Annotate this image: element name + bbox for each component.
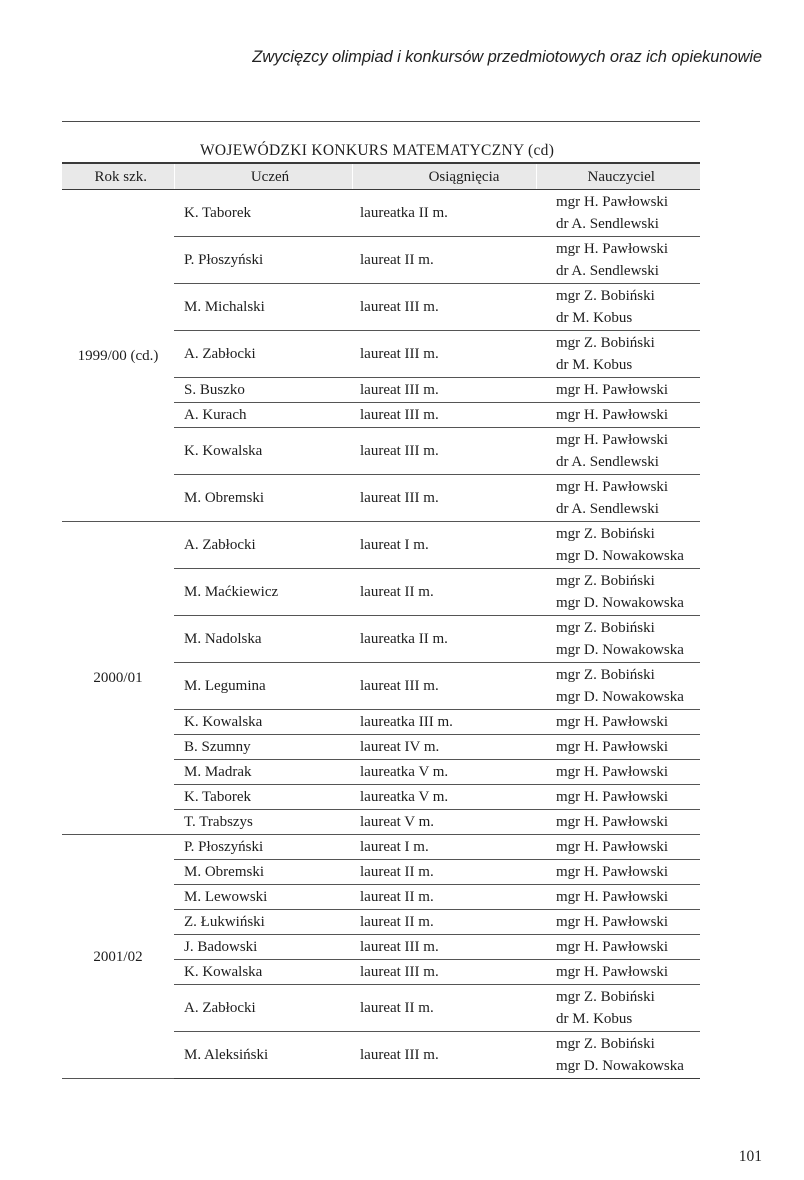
result-cell: laureat V m. — [352, 810, 536, 835]
teacher-name: mgr D. Nowakowska — [556, 1058, 684, 1074]
teacher-cell — [536, 1032, 700, 1079]
student-cell: P. Płoszyński — [174, 835, 352, 860]
teacher-cell — [536, 860, 700, 885]
teacher-name: mgr H. Pawłowski — [556, 939, 669, 955]
teacher-name: dr M. Kobus — [556, 357, 633, 373]
result-cell: laureat III m. — [352, 331, 536, 378]
student-cell: K. Taborek — [174, 190, 352, 237]
teacher-name: mgr D. Nowakowska — [556, 548, 684, 564]
student-cell: A. Kurach — [174, 403, 352, 428]
header-teacher: Nauczyciel — [536, 163, 700, 190]
table-body — [62, 190, 700, 1079]
result-cell: laureat II m. — [352, 569, 536, 616]
student-cell: K. Kowalska — [174, 960, 352, 985]
student-cell: K. Kowalska — [174, 428, 352, 475]
teacher-name: mgr Z. Bobiński — [556, 288, 655, 304]
teacher-cell — [536, 284, 700, 331]
student-cell: M. Maćkiewicz — [174, 569, 352, 616]
student-cell: T. Trabszys — [174, 810, 352, 835]
student-cell: K. Kowalska — [174, 710, 352, 735]
student-cell: A. Zabłocki — [174, 985, 352, 1032]
result-cell: laureat IV m. — [352, 735, 536, 760]
student-cell: M. Madrak — [174, 760, 352, 785]
student-cell: M. Nadolska — [174, 616, 352, 663]
teacher-cell — [536, 760, 700, 785]
result-cell: laureatka II m. — [352, 616, 536, 663]
teacher-name: mgr H. Pawłowski — [556, 382, 669, 398]
teacher-name: mgr H. Pawłowski — [556, 194, 669, 210]
result-cell: laureat III m. — [352, 475, 536, 522]
result-cell: laureat II m. — [352, 237, 536, 284]
table-header — [62, 163, 700, 190]
student-cell: S. Buszko — [174, 378, 352, 403]
result-cell: laureat III m. — [352, 935, 536, 960]
teacher-cell — [536, 378, 700, 403]
student-cell: J. Badowski — [174, 935, 352, 960]
top-rule — [62, 121, 700, 122]
results-table-container — [62, 162, 700, 1079]
teacher-name: mgr H. Pawłowski — [556, 479, 669, 495]
teacher-cell — [536, 885, 700, 910]
student-cell: B. Szumny — [174, 735, 352, 760]
result-cell: laureat III m. — [352, 378, 536, 403]
teacher-name: mgr Z. Bobiński — [556, 335, 655, 351]
teacher-name: mgr Z. Bobiński — [556, 620, 655, 636]
teacher-name: mgr H. Pawłowski — [556, 407, 669, 423]
header-year: Rok szk. — [62, 163, 174, 190]
result-cell: laureat II m. — [352, 910, 536, 935]
teacher-cell — [536, 960, 700, 985]
results-table — [62, 162, 700, 1079]
teacher-name: mgr D. Nowakowska — [556, 595, 684, 611]
teacher-name: dr M. Kobus — [556, 1011, 633, 1027]
teacher-cell — [536, 810, 700, 835]
teacher-name: dr A. Sendlewski — [556, 454, 659, 470]
teacher-cell — [536, 331, 700, 378]
result-cell: laureat III m. — [352, 663, 536, 710]
school-year-cell: 2001/02 — [62, 835, 174, 1079]
result-cell: laureat III m. — [352, 960, 536, 985]
result-cell: laureatka III m. — [352, 710, 536, 735]
teacher-cell — [536, 403, 700, 428]
teacher-name: mgr D. Nowakowska — [556, 642, 684, 658]
teacher-cell — [536, 735, 700, 760]
student-cell: M. Aleksiński — [174, 1032, 352, 1079]
result-cell: laureat II m. — [352, 885, 536, 910]
result-cell: laureat I m. — [352, 835, 536, 860]
teacher-cell — [536, 710, 700, 735]
result-cell: laureatka V m. — [352, 760, 536, 785]
page-number: 101 — [738, 1148, 762, 1165]
teacher-name: mgr H. Pawłowski — [556, 914, 669, 930]
teacher-name: mgr H. Pawłowski — [556, 241, 669, 257]
school-year-cell: 1999/00 (cd.) — [62, 190, 174, 522]
result-cell: laureat III m. — [352, 284, 536, 331]
result-cell: laureat II m. — [352, 860, 536, 885]
teacher-name: mgr Z. Bobiński — [556, 1036, 655, 1052]
table-row — [62, 190, 700, 237]
result-cell: laureatka V m. — [352, 785, 536, 810]
teacher-cell — [536, 522, 700, 569]
teacher-cell — [536, 663, 700, 710]
header-student: Uczeń — [174, 163, 352, 190]
result-cell: laureatka II m. — [352, 190, 536, 237]
student-cell: M. Obremski — [174, 860, 352, 885]
teacher-name: dr M. Kobus — [556, 310, 633, 326]
teacher-cell — [536, 237, 700, 284]
result-cell: laureat III m. — [352, 1032, 536, 1079]
teacher-cell — [536, 910, 700, 935]
teacher-cell — [536, 569, 700, 616]
result-cell: laureat I m. — [352, 522, 536, 569]
table-row — [62, 835, 700, 860]
teacher-cell — [536, 785, 700, 810]
teacher-name: mgr H. Pawłowski — [556, 889, 669, 905]
teacher-name: mgr H. Pawłowski — [556, 839, 669, 855]
result-cell: laureat II m. — [352, 985, 536, 1032]
student-cell: M. Lewowski — [174, 885, 352, 910]
student-cell: A. Zabłocki — [174, 522, 352, 569]
header-result: Osiągnięcia — [352, 163, 536, 190]
result-cell: laureat III m. — [352, 403, 536, 428]
student-cell: Z. Łukwiński — [174, 910, 352, 935]
teacher-name: dr A. Sendlewski — [556, 216, 659, 232]
student-cell: A. Zabłocki — [174, 331, 352, 378]
teacher-name: mgr Z. Bobiński — [556, 989, 655, 1005]
header-row — [62, 163, 700, 190]
result-cell: laureat III m. — [352, 428, 536, 475]
teacher-cell — [536, 428, 700, 475]
teacher-name: mgr H. Pawłowski — [556, 432, 669, 448]
teacher-name: mgr Z. Bobiński — [556, 573, 655, 589]
teacher-name: mgr Z. Bobiński — [556, 667, 655, 683]
student-cell: M. Obremski — [174, 475, 352, 522]
teacher-cell — [536, 475, 700, 522]
student-cell: M. Michalski — [174, 284, 352, 331]
table-title: WOJEWÓDZKI KONKURS MATEMATYCZNY (cd) — [200, 142, 555, 159]
teacher-cell — [536, 985, 700, 1032]
teacher-name: mgr H. Pawłowski — [556, 814, 669, 830]
teacher-name: mgr H. Pawłowski — [556, 789, 669, 805]
table-row — [62, 522, 700, 569]
student-cell: M. Legumina — [174, 663, 352, 710]
teacher-cell — [536, 835, 700, 860]
teacher-name: mgr H. Pawłowski — [556, 864, 669, 880]
teacher-name: mgr H. Pawłowski — [556, 964, 669, 980]
teacher-cell — [536, 935, 700, 960]
teacher-name: dr A. Sendlewski — [556, 501, 659, 517]
running-head: Zwycięzcy olimpiad i konkursów przedmiotowych oraz ich opiekunowie — [252, 48, 762, 66]
student-cell: K. Taborek — [174, 785, 352, 810]
teacher-cell — [536, 616, 700, 663]
teacher-name: mgr D. Nowakowska — [556, 689, 684, 705]
teacher-cell — [536, 190, 700, 237]
school-year-cell: 2000/01 — [62, 522, 174, 835]
teacher-name: mgr H. Pawłowski — [556, 764, 669, 780]
teacher-name: mgr H. Pawłowski — [556, 739, 669, 755]
teacher-name: mgr Z. Bobiński — [556, 526, 655, 542]
teacher-name: dr A. Sendlewski — [556, 263, 659, 279]
student-cell: P. Płoszyński — [174, 237, 352, 284]
teacher-name: mgr H. Pawłowski — [556, 714, 669, 730]
